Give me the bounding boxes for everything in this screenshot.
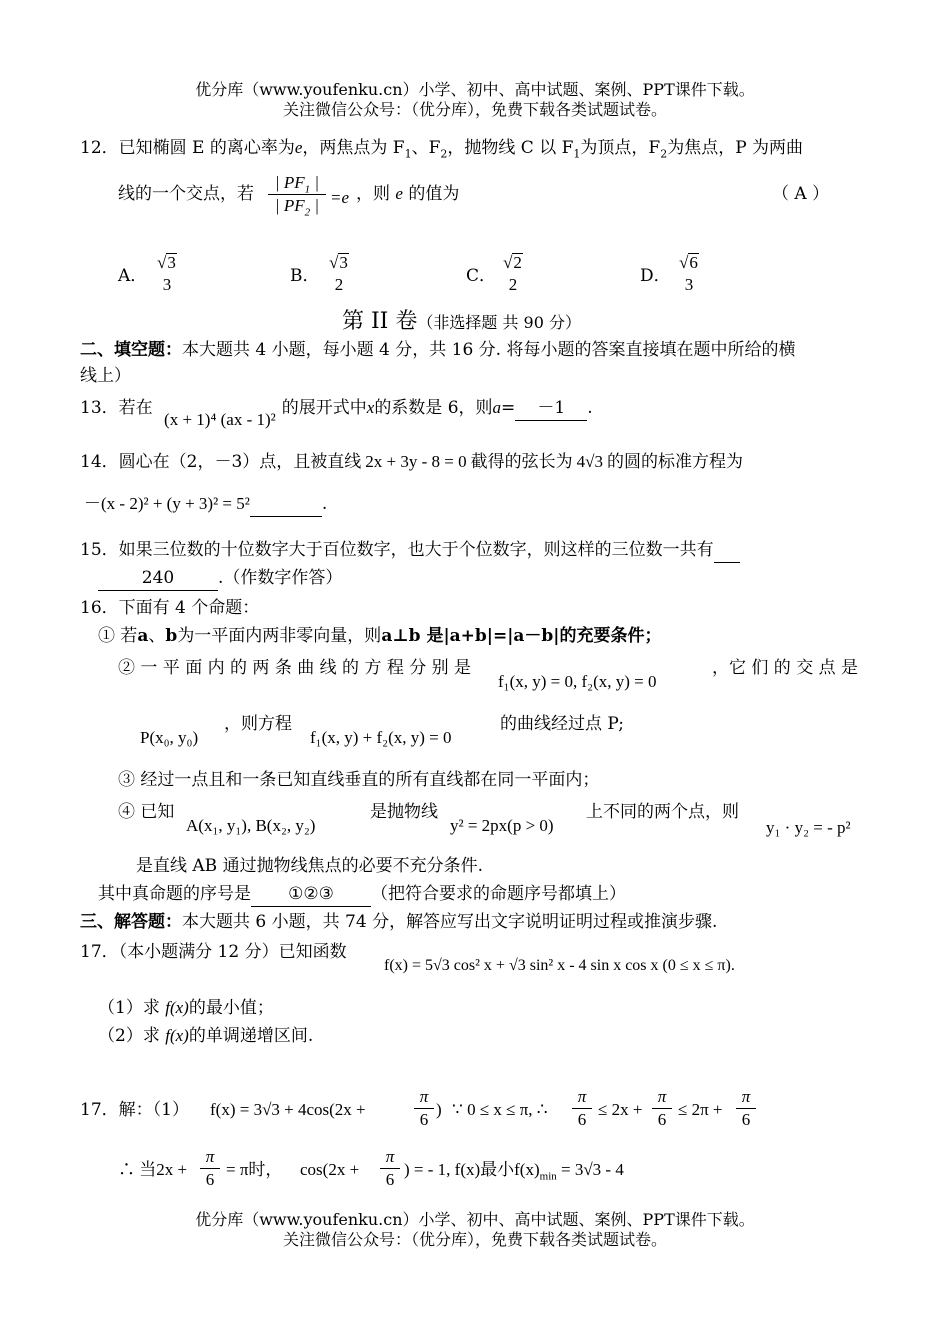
sol17-le-2: ≤ 2π + bbox=[678, 1100, 723, 1119]
sol17-six: 6 bbox=[577, 1110, 587, 1129]
q12-option-d: √6 3 bbox=[674, 252, 704, 296]
q12-ratio-fraction bbox=[268, 172, 326, 217]
sol17-pi: π bbox=[419, 1087, 429, 1106]
q16-text: 为一平面内两非零向量，则 bbox=[177, 626, 382, 646]
q12-option-label-d: D． bbox=[640, 266, 671, 286]
q14-text: 截得的弦长为 bbox=[470, 452, 573, 472]
footer-line-1: 优分库（www.youfenku.cn）小学、初中、高中试题、案例、PPT课件下载。 bbox=[195, 1210, 755, 1229]
q14-answer: (x - 2)² + (y + 3)² = 5² bbox=[101, 494, 250, 513]
q13-eq: = bbox=[501, 398, 516, 418]
q12-sub: 1 bbox=[304, 183, 311, 196]
q17-number: 17． bbox=[80, 942, 119, 962]
q16-p4-mid: 是抛物线 bbox=[370, 802, 438, 822]
sol17-line2-end: = 3√3 - 4 bbox=[556, 1160, 624, 1179]
q13-number: 13． bbox=[80, 398, 119, 418]
q16-answer: ①②③ bbox=[251, 882, 371, 907]
q12-sub: 2 bbox=[440, 147, 448, 161]
q13-text: 若在 bbox=[118, 398, 153, 418]
sol17-line2-eq: = π时， bbox=[226, 1160, 283, 1179]
q12-sub: 1 bbox=[573, 147, 581, 161]
sol17-line2-result bbox=[404, 1158, 624, 1182]
q16-p2-post: ，它 们 的 交 点 是 bbox=[712, 658, 859, 678]
q15-answer: 240 bbox=[98, 566, 218, 591]
section2-line-2: 线上） bbox=[80, 366, 131, 386]
q12-option-label-a: A． bbox=[118, 266, 148, 286]
q12-option-c-num: 2 bbox=[513, 253, 522, 272]
sol17-line2-cos: cos(2x + bbox=[300, 1160, 360, 1179]
q16-intro bbox=[80, 596, 259, 620]
q12-text: 已知椭圆 E 的离心率为 bbox=[118, 138, 295, 158]
q12-option-b-den: 2 bbox=[334, 275, 344, 294]
section3-heading: 三、解答题： bbox=[80, 912, 182, 932]
section2-line-1 bbox=[80, 338, 796, 362]
q13-text: 的展开式中 bbox=[281, 398, 367, 418]
q12-line-2b bbox=[356, 182, 459, 206]
q12-sub: 2 bbox=[660, 147, 668, 161]
q16-p3: ③ 经过一点且和一条已知直线垂直的所有直线都在同一平面内； bbox=[118, 770, 600, 790]
section3-line bbox=[80, 910, 717, 934]
q13-end: . bbox=[587, 398, 593, 418]
q16-p2-end: 的曲线经过点 P; bbox=[500, 714, 624, 734]
q17-text: （2）求 bbox=[98, 1026, 160, 1046]
q12-text: ，抛物线 C 以 F bbox=[447, 138, 574, 158]
sol17-because: ∵ 0 ≤ x ≤ π, ∴ bbox=[452, 1100, 548, 1119]
q14-end: . bbox=[321, 494, 328, 514]
header-line-2: 关注微信公众号：（优分库），免费下载各类试题试卷。 bbox=[282, 100, 667, 119]
part2-title bbox=[342, 308, 581, 337]
q13-a: a bbox=[492, 398, 502, 417]
q17-line-1 bbox=[80, 940, 347, 964]
q17-part-1 bbox=[98, 996, 274, 1020]
section2-text: 本大题共 4 小题，每小题 4 分，共 16 分. 将每小题的答案直接填在题中所给的横 bbox=[182, 340, 796, 360]
sol17-pi: π bbox=[385, 1147, 395, 1166]
q17-f: f(x) bbox=[165, 1026, 189, 1045]
q12-answer: （ A ） bbox=[772, 184, 830, 204]
sol17-label-text: 解：（1） bbox=[118, 1100, 189, 1120]
q16-p4-points: A(x₁, y₁), B(x₂, y₂) bbox=[186, 816, 316, 835]
q12-option-d-den: 3 bbox=[684, 275, 694, 294]
sol17-min: min bbox=[539, 1170, 557, 1183]
section3-text: 本大题共 6 小题，共 74 分，解答应写出文字说明证明过程或推演步骤. bbox=[182, 912, 718, 932]
q13-x: x bbox=[366, 398, 375, 417]
q13-expression: (x + 1)⁴ (ax - 1)² bbox=[164, 410, 276, 429]
sol17-frac-5 bbox=[200, 1146, 220, 1191]
q12-frac-num: | PF bbox=[274, 173, 305, 192]
q17-end: . bbox=[730, 957, 735, 974]
q12-frac-den-end: | bbox=[310, 196, 320, 215]
q16-p4-line-2: 是直线 AB 通过抛物线焦点的必要不充分条件. bbox=[136, 856, 483, 876]
q17-text: 的最小值； bbox=[188, 998, 274, 1018]
q16-conclusion bbox=[98, 882, 626, 907]
q12-text: 为顶点，F bbox=[580, 138, 661, 158]
sol17-six: 6 bbox=[741, 1110, 751, 1129]
q14-number: 14． bbox=[80, 452, 119, 472]
sol17-frac-4 bbox=[736, 1086, 756, 1131]
q17-text: 的单调递增区间. bbox=[188, 1026, 314, 1046]
q15-line-1 bbox=[80, 538, 740, 563]
sol17-pi: π bbox=[577, 1087, 587, 1106]
q16-vector-a: a bbox=[137, 626, 149, 646]
q12-line-2a: 线的一个交点，若 bbox=[118, 184, 254, 204]
q16-text: 其中真命题的序号是 bbox=[98, 884, 251, 904]
sol17-pi: π bbox=[657, 1087, 667, 1106]
part2-subtitle: （非选择题 共 90 分） bbox=[417, 313, 581, 332]
sol17-six: 6 bbox=[205, 1170, 215, 1189]
q12-option-a-num: 3 bbox=[167, 253, 176, 272]
q12-frac-num-end: | bbox=[310, 173, 320, 192]
footer-line-2: 关注微信公众号：（优分库），免费下载各类试题试卷。 bbox=[282, 1230, 667, 1249]
q14-answer-prefix: － bbox=[84, 494, 101, 514]
q17-text: （1）求 bbox=[98, 998, 160, 1018]
sol17-label bbox=[80, 1098, 189, 1122]
q13-answer: －1 bbox=[515, 396, 587, 421]
q12-sub: 1 bbox=[404, 147, 412, 161]
q14-line-2 bbox=[84, 492, 327, 517]
sol17-six: 6 bbox=[419, 1110, 429, 1129]
q12-option-a-den: 3 bbox=[162, 275, 172, 294]
q12-option-b: √3 2 bbox=[324, 252, 354, 296]
q12-text: ，则 bbox=[356, 184, 390, 204]
q12-line-1 bbox=[80, 136, 803, 160]
q16-p1: ① 若a、b为一平面内两非零向量，则a⊥b 是|a+b|=|a－b|的充要条件； bbox=[98, 626, 662, 646]
q12-option-a: √3 3 bbox=[152, 252, 182, 296]
q15-number: 15． bbox=[80, 540, 119, 560]
section2-heading: 二、填空题： bbox=[80, 340, 182, 360]
q15-text: 如果三位数的十位数字大于百位数字，也大于个位数字，则这样的三位数一共有 bbox=[118, 540, 714, 560]
q12-text: 、F bbox=[411, 138, 441, 158]
q16-p2-sum-eq: f₁(x, y) + f₂(x, y) = 0 bbox=[310, 728, 452, 747]
sol17-frac-2 bbox=[572, 1086, 592, 1131]
q12-sub: 2 bbox=[304, 206, 311, 219]
sol17-number: 17． bbox=[80, 1100, 119, 1120]
q13-text: 的系数是 6，则 bbox=[374, 398, 493, 418]
q14-line-1 bbox=[80, 450, 743, 474]
sol17-frac-3 bbox=[652, 1086, 672, 1131]
q12-option-label-c: C． bbox=[466, 266, 497, 286]
sol17-f1-end: ) bbox=[436, 1100, 442, 1119]
header-line-1: 优分库（www.youfenku.cn）小学、初中、高中试题、案例、PPT课件下载。 bbox=[195, 80, 755, 99]
q17-function-text: f(x) = 5√3 cos² x + √3 sin² x - 4 sin x cos x (0 ≤ x ≤ π) bbox=[384, 957, 731, 974]
part2-title-text: 第 II 卷 bbox=[342, 309, 418, 334]
sol17-six: 6 bbox=[657, 1110, 667, 1129]
sol17-frac-1 bbox=[414, 1086, 434, 1131]
sol17-le-1: ≤ 2x + bbox=[598, 1100, 643, 1119]
sol17-line2-pre: ∴ 当2x + bbox=[118, 1160, 188, 1179]
q16-p2-equations: f₁(x, y) = 0, f₂(x, y) = 0 bbox=[498, 672, 657, 691]
sol17-f1: f(x) = 3√3 + 4cos(2x + bbox=[210, 1100, 366, 1119]
q16-text: （把符合要求的命题序号都填上） bbox=[371, 884, 626, 904]
q12-option-b-num: 3 bbox=[339, 253, 348, 272]
q16-p4-curve: y² = 2px(p > 0) bbox=[450, 816, 554, 835]
q17-f: f(x) bbox=[165, 998, 189, 1017]
q14-text: 的圆的标准方程为 bbox=[606, 452, 743, 472]
q12-e: e bbox=[294, 138, 303, 157]
q13-line bbox=[80, 396, 593, 429]
q17-part-2 bbox=[98, 1024, 313, 1048]
q12-frac-den: | PF bbox=[274, 196, 305, 215]
q15-end: .（作数字作答） bbox=[218, 568, 343, 588]
q12-text: 为焦点，P 为两曲 bbox=[667, 138, 804, 158]
q16-p2-line-1: ② 一 平 面 内 的 两 条 曲 线 的 方 程 分 别 是 bbox=[118, 658, 472, 678]
q17-function bbox=[384, 954, 735, 978]
q12-option-c-den: 2 bbox=[508, 275, 518, 294]
q16-vector-b: b bbox=[165, 626, 178, 646]
q16-p2-mid: ，则方程 bbox=[224, 714, 292, 734]
q12-e: e bbox=[395, 184, 403, 203]
q15-line-2 bbox=[98, 566, 342, 591]
q12-eq-e: =e bbox=[330, 188, 350, 207]
sol17-frac-6 bbox=[380, 1146, 400, 1191]
sol17-line2-text: ) = - 1, f(x)最小f(x) bbox=[404, 1160, 540, 1179]
q12-number: 12． bbox=[80, 138, 119, 158]
q16-p4-pre: ④ 已知 bbox=[118, 802, 175, 822]
sol17-pi: π bbox=[205, 1147, 215, 1166]
q16-text: ① 若 bbox=[98, 626, 138, 646]
q16-condition: a⊥b 是|a+b|=|a－b|的充要条件； bbox=[381, 626, 662, 646]
q16-p4-post: 上不同的两个点，则 bbox=[586, 802, 739, 822]
q12-text: ，两焦点为 F bbox=[302, 138, 405, 158]
q16-number: 16． bbox=[80, 598, 119, 618]
q12-option-c: √2 2 bbox=[498, 252, 528, 296]
sol17-pi: π bbox=[741, 1087, 751, 1106]
q14-length: 4√3 bbox=[576, 452, 603, 471]
q12-text: 的值为 bbox=[408, 184, 460, 204]
q17-text: （本小题满分 12 分）已知函数 bbox=[118, 942, 347, 962]
q12-option-d-num: 6 bbox=[689, 253, 698, 272]
q16-intro-text: 下面有 4 个命题： bbox=[118, 598, 260, 618]
q16-p2-point: P(x₀, y₀) bbox=[140, 728, 199, 747]
q14-line-eq: 2x + 3y - 8 = 0 bbox=[365, 452, 467, 471]
sol17-six: 6 bbox=[385, 1170, 395, 1189]
q14-text: 圆心在（2，－3）点，且被直线 bbox=[118, 452, 362, 472]
q16-p4-product: y₁ · y₂ = - p² bbox=[766, 818, 851, 837]
q12-option-label-b: B． bbox=[290, 266, 320, 286]
